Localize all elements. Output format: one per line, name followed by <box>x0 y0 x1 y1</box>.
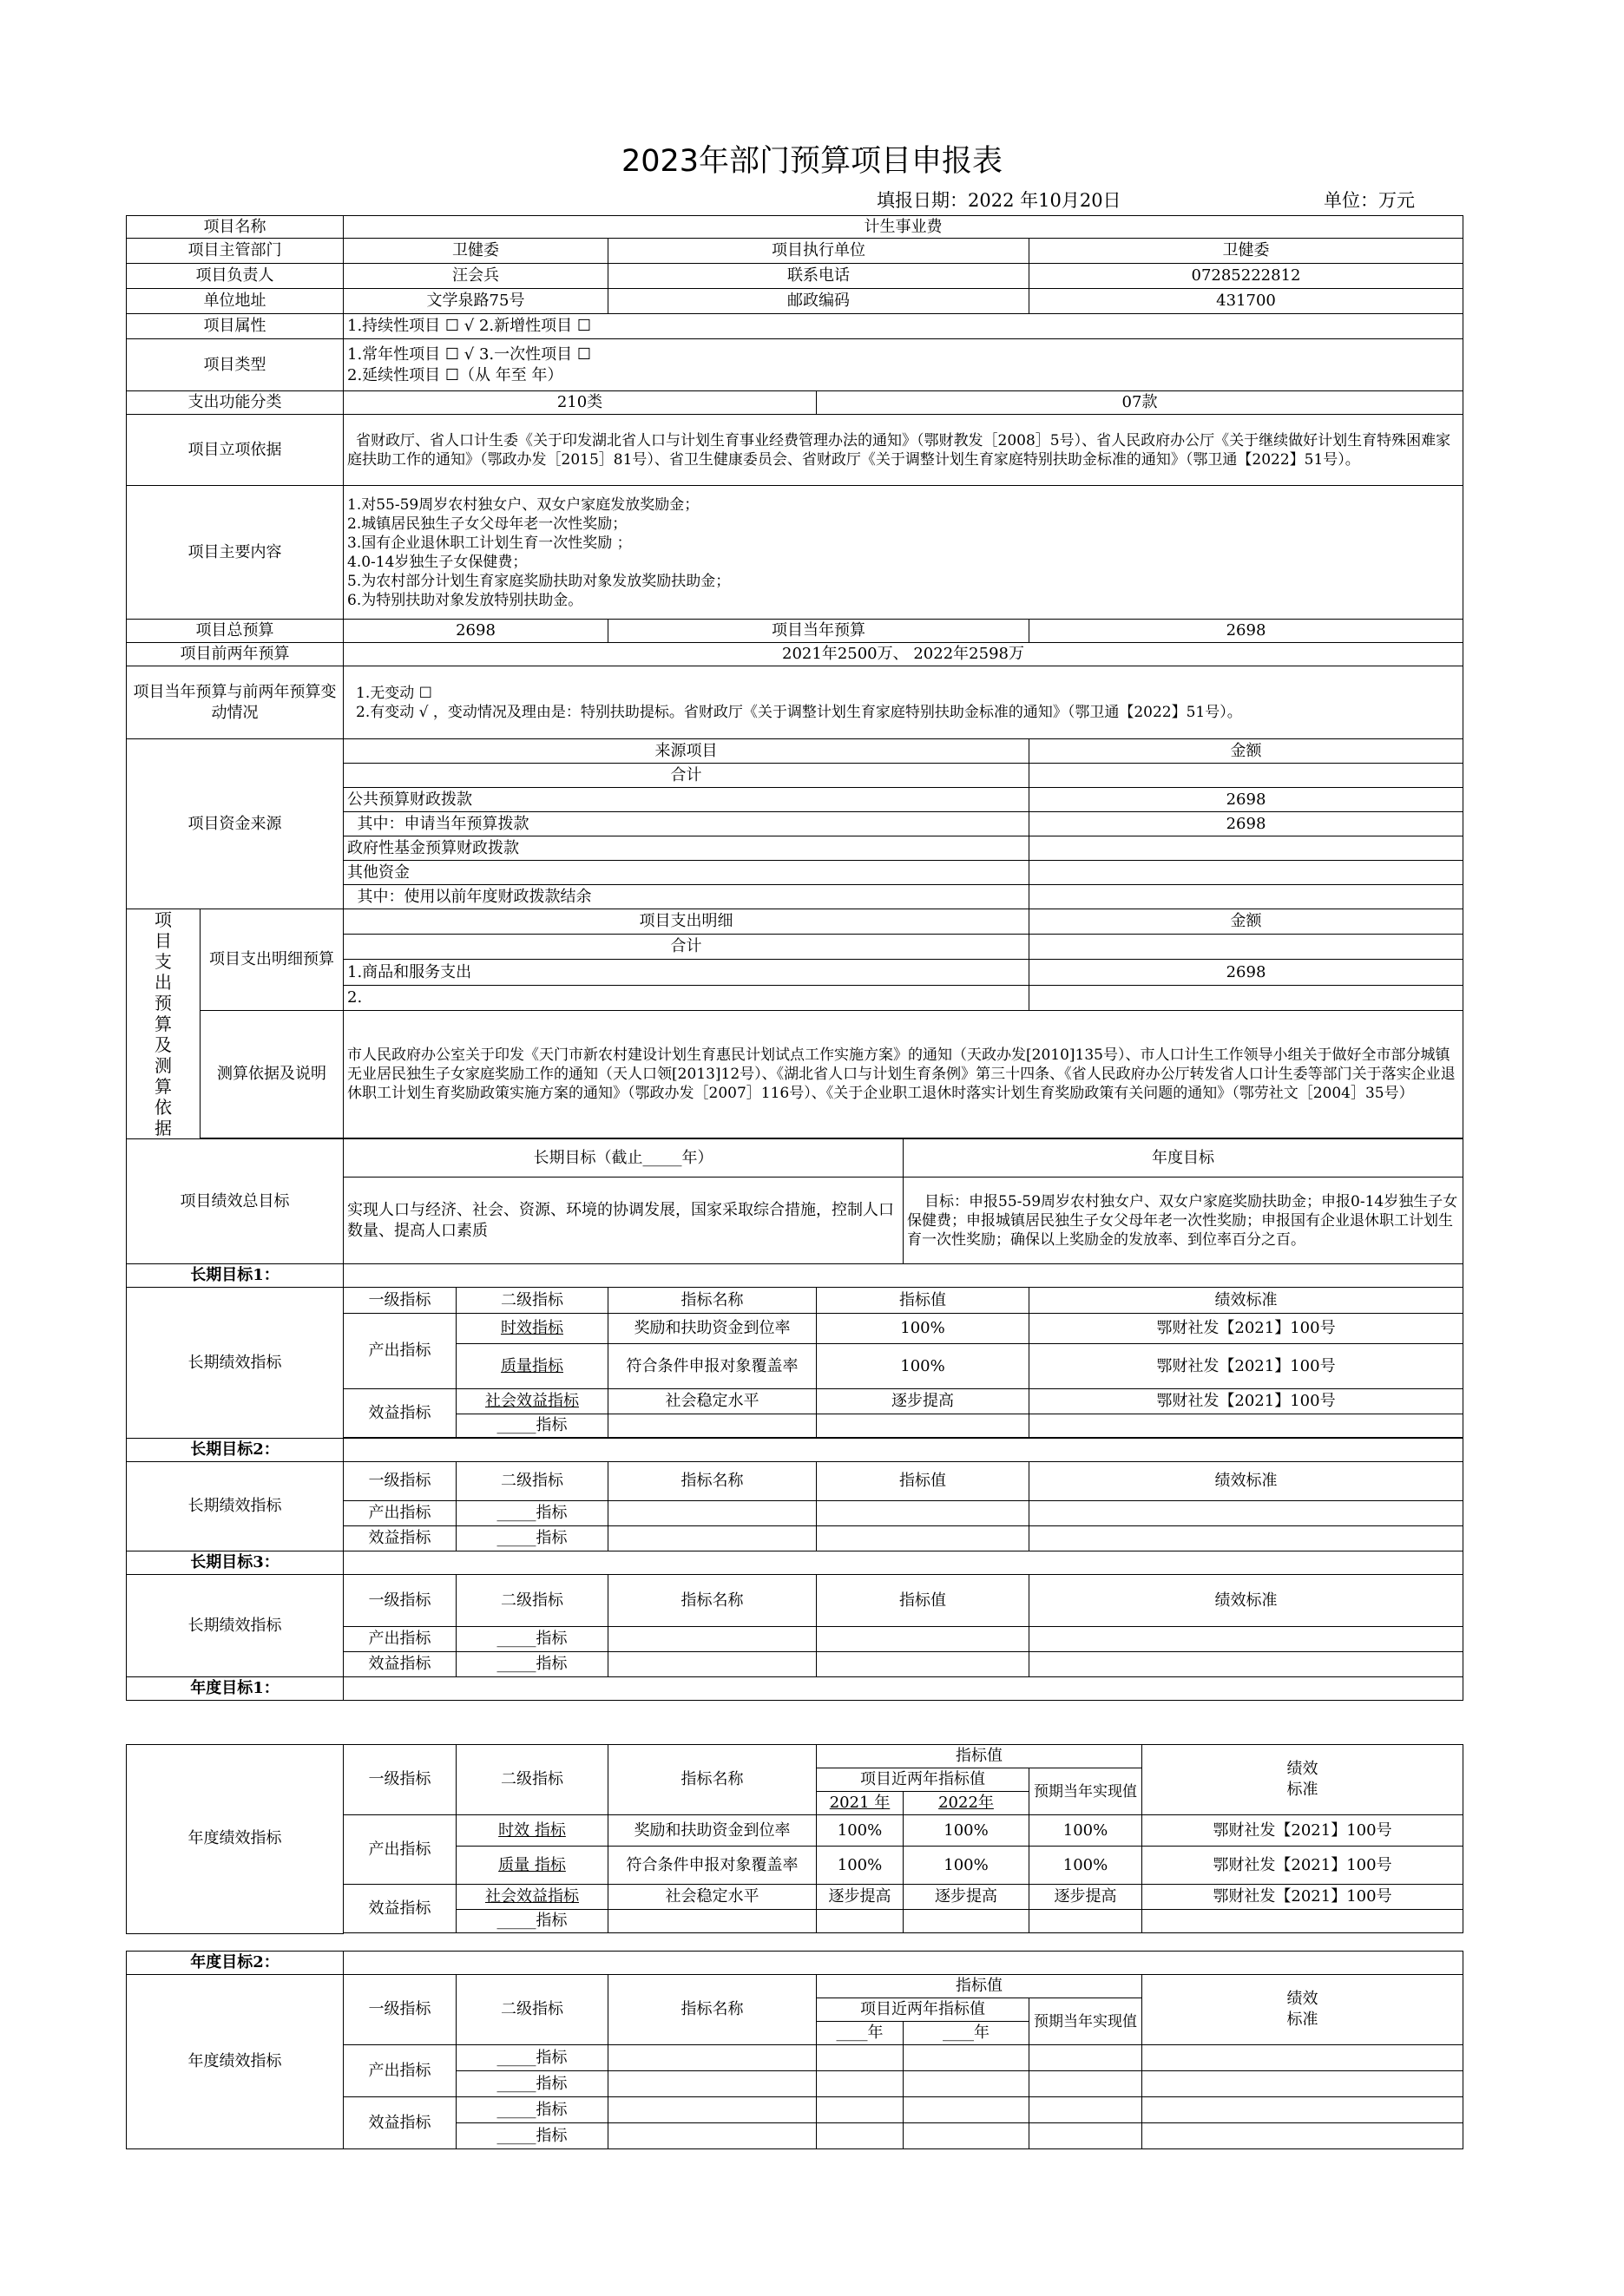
cell-empty <box>904 1910 1029 1933</box>
value-attr: 1.持续性项目 ☐ √ 2.新增性项目 ☐ <box>344 314 1463 339</box>
hdr-ind-name: 指标名称 <box>608 1462 817 1501</box>
label-basis: 项目立项依据 <box>127 415 344 486</box>
cell-empty <box>1029 2123 1142 2149</box>
hdr-year-1: ____年 <box>817 2022 904 2045</box>
cell-output: 产出指标 <box>344 2045 457 2097</box>
cell-empty <box>817 2071 904 2097</box>
hdr-ind-value: 指标值 <box>817 1575 1029 1627</box>
expense-col-amount: 金额 <box>1029 909 1463 935</box>
cell-level2: _____指标 <box>457 1910 608 1933</box>
hdr-level2: 二级指标 <box>457 1975 608 2045</box>
cell-standard: 鄂财社发【2021】100号 <box>1029 1344 1463 1389</box>
cell-level2: 时效指标 <box>457 1314 608 1344</box>
label-long-perf-1: 长期绩效指标 <box>127 1288 344 1439</box>
cell-ind-value: 100% <box>817 1344 1029 1389</box>
cell-benefit: 效益指标 <box>344 1652 457 1677</box>
cell-level2: _____指标 <box>457 2097 608 2123</box>
label-budget-change: 项目当年预算与前两年预算变动情况 <box>127 666 344 739</box>
cell-empty <box>1029 2045 1142 2071</box>
cell-level2: _____指标 <box>457 2123 608 2149</box>
cell-benefit: 效益指标 <box>344 1526 457 1551</box>
hdr-ind-value: 指标值 <box>817 1975 1142 1998</box>
value-dept: 卫健委 <box>344 239 608 264</box>
cell-empty <box>1029 1501 1463 1526</box>
cell-empty <box>608 2097 817 2123</box>
value-current-budget: 2698 <box>1029 620 1463 643</box>
cell-empty <box>817 1414 1029 1438</box>
section-annual-1: 年度目标1： <box>127 1677 344 1701</box>
hdr-ind-value: 指标值 <box>817 1288 1029 1314</box>
label-funding: 项目资金来源 <box>127 739 344 909</box>
cell-ind-name: 奖励和扶助资金到位率 <box>608 1815 817 1847</box>
funding-col-amount: 金额 <box>1029 739 1463 764</box>
cell-ind-name: 社会稳定水平 <box>608 1389 817 1414</box>
hdr-expected: 预期当年实现值 <box>1029 1768 1142 1815</box>
cell-ind-name: 社会稳定水平 <box>608 1885 817 1910</box>
label-exec-unit: 项目执行单位 <box>608 239 1029 264</box>
section-long-2: 长期目标2： <box>127 1439 344 1462</box>
cell-empty <box>817 1526 1029 1551</box>
cell-value-y1: 100% <box>817 1847 904 1885</box>
hdr-level1: 一级指标 <box>344 1975 457 2045</box>
funding-col-source: 来源项目 <box>344 739 1029 764</box>
label-long-perf-2: 长期绩效指标 <box>127 1462 344 1551</box>
cell-empty <box>608 1526 817 1551</box>
label-annual-perf-1: 年度绩效指标 <box>127 1745 344 1934</box>
hdr-level1: 一级指标 <box>344 1462 457 1501</box>
cell-benefit: 效益指标 <box>344 2097 457 2149</box>
cell-empty <box>817 1501 1029 1526</box>
hdr-level2: 二级指标 <box>457 1745 608 1815</box>
label-address: 单位地址 <box>127 289 344 314</box>
label-current-budget: 项目当年预算 <box>608 620 1029 643</box>
cell-ind-value: 100% <box>817 1314 1029 1344</box>
label-total-budget: 项目总预算 <box>127 620 344 643</box>
expense-total-amount <box>1029 935 1463 960</box>
funding-row-name: 其中：使用以前年度财政拨款结余 <box>344 885 1029 909</box>
section-annual-2: 年度目标2： <box>127 1952 344 1975</box>
hdr-standard: 绩效标准 <box>1029 1575 1463 1627</box>
cell-level2: _____指标 <box>457 1526 608 1551</box>
label-attr: 项目属性 <box>127 314 344 339</box>
hdr-level2: 二级指标 <box>457 1575 608 1627</box>
cell-empty <box>608 1652 817 1677</box>
hdr-standard: 绩效标准 <box>1029 1462 1463 1501</box>
hdr-ind-name: 指标名称 <box>608 1975 817 2045</box>
cell-standard: 鄂财社发【2021】100号 <box>1029 1314 1463 1344</box>
cell-level2: 社会效益指标 <box>457 1389 608 1414</box>
hdr-standard: 绩效 标准 <box>1142 1745 1463 1815</box>
label-postcode: 邮政编码 <box>608 289 1029 314</box>
cell-level2: 质量指标 <box>457 1344 608 1389</box>
funding-row-amount <box>1029 861 1463 885</box>
cell-empty <box>1029 1627 1463 1652</box>
cell-level2: 质量 指标 <box>457 1847 608 1885</box>
hdr-ind-value: 指标值 <box>817 1462 1029 1501</box>
value-basis: 省财政厅、省人口计生委《关于印发湖北省人口与计划生育事业经费管理办法的通知》（鄂财教发［2008］5号）、省人民政府办公厅《关于继续做好计划生育特殊困难家庭扶助工作的通知》（鄂政办发［2015］81号）、省卫生健康委员会、省财政厅《关于调整计划生育家庭特别扶助金标准的通知》（鄂卫通【2022】51号）。 <box>344 415 1463 486</box>
funding-row-name: 公共预算财政拨款 <box>344 788 1029 812</box>
perf-long-text: 实现人口与经济、社会、资源、环境的协调发展，国家采取综合措施，控制人口数量、提高人口素质 <box>344 1178 904 1264</box>
content-item: 6.为特别扶助对象发放特别扶助金。 <box>347 591 583 609</box>
funding-row-name: 政府性基金预算财政拨款 <box>344 836 1029 861</box>
section-annual-2-blank <box>344 1952 1463 1975</box>
cell-level2: _____指标 <box>457 1414 608 1438</box>
funding-row-name: 其中：申请当年预算拨款 <box>344 812 1029 836</box>
hdr-ind-name: 指标名称 <box>608 1575 817 1627</box>
cell-value-y2: 逐步提高 <box>904 1885 1029 1910</box>
content-item: 5.为农村部分计划生育家庭奖励扶助对象发放奖励扶助金； <box>347 572 731 590</box>
cell-empty <box>817 2097 904 2123</box>
hdr-standard: 绩效 标准 <box>1142 1975 1463 2045</box>
cell-level2: _____指标 <box>457 2071 608 2097</box>
cell-expected: 100% <box>1029 1815 1142 1847</box>
section-long-3-blank <box>344 1551 1463 1575</box>
hdr-level2: 二级指标 <box>457 1288 608 1314</box>
cell-expected: 逐步提高 <box>1029 1885 1142 1910</box>
perf-annual-label: 年度目标 <box>904 1139 1463 1178</box>
content-item: 3.国有企业退休职工计划生育一次性奖励 ； <box>347 534 632 552</box>
cell-output: 产出指标 <box>344 1501 457 1526</box>
content-item: 4.0-14岁独生子女保健费； <box>347 553 528 571</box>
cell-empty <box>904 2123 1029 2149</box>
cell-standard: 鄂财社发【2021】100号 <box>1142 1847 1463 1885</box>
expense-row-amount: 2698 <box>1029 960 1463 985</box>
section-long-1-blank <box>344 1264 1463 1288</box>
value-func-item: 07款 <box>817 391 1463 415</box>
cell-output: 产出指标 <box>344 1627 457 1652</box>
perf-long-label: 长期目标（截止_____年） <box>344 1139 904 1178</box>
value-exec-unit: 卫健委 <box>1029 239 1463 264</box>
label-content: 项目主要内容 <box>127 486 344 620</box>
change-line-1: 1.无变动 ☐ <box>356 684 432 702</box>
label-prev-budget: 项目前两年预算 <box>127 643 344 666</box>
section-annual-1-blank <box>344 1677 1463 1701</box>
hdr-year-2: ____年 <box>904 2022 1029 2045</box>
hdr-recent: 项目近两年指标值 <box>817 1998 1029 2022</box>
funding-row-amount: 2698 <box>1029 812 1463 836</box>
cell-value-y1: 逐步提高 <box>817 1885 904 1910</box>
hdr-year-2: 2022年 <box>904 1792 1029 1815</box>
cell-expected: 100% <box>1029 1847 1142 1885</box>
value-func-class: 210类 <box>344 391 817 415</box>
funding-row-amount <box>1029 836 1463 861</box>
hdr-year-1: 2021 年 <box>817 1792 904 1815</box>
expense-row-name: 2. <box>344 985 1029 1010</box>
hdr-level2: 二级指标 <box>457 1462 608 1501</box>
expense-total-label: 合计 <box>344 935 1029 960</box>
value-project-name: 计生事业费 <box>344 216 1463 239</box>
value-phone: 07285222812 <box>1029 264 1463 289</box>
change-line-2: 2.有变动 √ ，变动情况及理由是：特别扶助提标。省财政厅《关于调整计划生育家庭特别扶助金标准的通知》（鄂卫通【2022】51号）。 <box>356 703 1242 721</box>
content-item: 1.对55-59周岁农村独女户、双女户家庭发放奖励金； <box>347 495 700 514</box>
hdr-ind-name: 指标名称 <box>608 1745 817 1815</box>
label-func: 支出功能分类 <box>127 391 344 415</box>
cell-standard: 鄂财社发【2021】100号 <box>1142 1885 1463 1910</box>
value-calc-basis: 市人民政府办公室关于印发《天门市新农村建设计划生育惠民计划试点工作实施方案》的通知（天政办发[2010]135号）、市人口计生工作领导小组关于做好全市部分城镇无业居民独生子女家庭奖励工作的通知（天人口领[2013]12号）、《湖北省人口与计划生育条例》第三十四条、《省人民政府办公厅转发省人口计生委等部门关于落实企业退休职工计划生育奖励政策实施方案的通知》（鄂政办发［2007］116号）、《关于企业职工退休时落实计划生育奖励政策有关问题的通知》（鄂劳社文［2004］35号） <box>344 1010 1463 1138</box>
cell-empty <box>904 2045 1029 2071</box>
label-phone: 联系电话 <box>608 264 1029 289</box>
value-type <box>344 339 1463 391</box>
expense-row-amount <box>1029 985 1463 1010</box>
label-expense-detail: 项目支出明细预算 <box>201 909 344 1011</box>
hdr-ind-name: 指标名称 <box>608 1288 817 1314</box>
label-project-name: 项目名称 <box>127 216 344 239</box>
hdr-level1: 一级指标 <box>344 1575 457 1627</box>
cell-ind-name: 奖励和扶助资金到位率 <box>608 1314 817 1344</box>
page-title: 2023年部门预算项目申报表 <box>621 144 1003 179</box>
perf-annual-text: 目标：申报55-59周岁农村独女户、双女户家庭奖励扶助金；申报0-14岁独生子女保健费；申报城镇居民独生子女父母年老一次性奖励；申报国有企业退休职工计划生育一次性奖励；确保以上奖励金的发放率、到位率百分之百。 <box>904 1178 1463 1264</box>
cell-ind-name: 符合条件申报对象覆盖率 <box>608 1344 817 1389</box>
cell-empty <box>608 1501 817 1526</box>
cell-empty <box>817 1652 1029 1677</box>
cell-empty <box>1142 2045 1463 2071</box>
cell-output: 产出指标 <box>344 1815 457 1885</box>
funding-row-amount <box>1029 885 1463 909</box>
type-line-2: 2.延续性项目 ☐（从 年至 年） <box>347 365 563 384</box>
cell-benefit: 效益指标 <box>344 1389 457 1438</box>
label-expense-outer: 项目支出预算及测算依据 <box>127 909 201 1139</box>
cell-empty <box>1029 1526 1463 1551</box>
cell-empty <box>608 1910 817 1933</box>
cell-empty <box>608 2045 817 2071</box>
cell-ind-name: 符合条件申报对象覆盖率 <box>608 1847 817 1885</box>
label-long-perf-3: 长期绩效指标 <box>127 1575 344 1677</box>
section-long-3: 长期目标3： <box>127 1551 344 1575</box>
cell-empty <box>1142 2071 1463 2097</box>
cell-ind-value: 逐步提高 <box>817 1389 1029 1414</box>
cell-empty <box>608 2123 817 2149</box>
cell-empty <box>904 2071 1029 2097</box>
annual-goal-2-table <box>126 1951 1463 2149</box>
funding-total-amount <box>1029 764 1463 788</box>
cell-empty <box>817 2123 904 2149</box>
cell-empty <box>608 1414 817 1438</box>
label-annual-perf-2: 年度绩效指标 <box>127 1975 344 2149</box>
cell-value-y2: 100% <box>904 1815 1029 1847</box>
section-long-2-blank <box>344 1439 1463 1462</box>
cell-empty <box>1142 2097 1463 2123</box>
value-postcode: 431700 <box>1029 289 1463 314</box>
funding-row-name: 其他资金 <box>344 861 1029 885</box>
funding-row-amount: 2698 <box>1029 788 1463 812</box>
cell-empty <box>1029 2097 1142 2123</box>
cell-value-y1: 100% <box>817 1815 904 1847</box>
section-long-1: 长期目标1： <box>127 1264 344 1288</box>
hdr-level1: 一级指标 <box>344 1288 457 1314</box>
funding-total-label: 合计 <box>344 764 1029 788</box>
label-calc-basis: 测算依据及说明 <box>201 1010 344 1138</box>
cell-standard: 鄂财社发【2021】100号 <box>1029 1389 1463 1414</box>
hdr-level1: 一级指标 <box>344 1745 457 1815</box>
label-owner: 项目负责人 <box>127 264 344 289</box>
cell-empty <box>1142 1910 1463 1933</box>
value-budget-change <box>344 666 1463 739</box>
hdr-expected: 预期当年实现值 <box>1029 1998 1142 2045</box>
value-owner: 汪会兵 <box>344 264 608 289</box>
label-dept: 项目主管部门 <box>127 239 344 264</box>
cell-level2: 社会效益指标 <box>457 1885 608 1910</box>
type-line-1: 1.常年性项目 ☐ √ 3.一次性项目 ☐ <box>347 344 591 364</box>
content-item: 2.城镇居民独生子女父母年老一次性奖励； <box>347 515 628 533</box>
cell-level2: _____指标 <box>457 1627 608 1652</box>
hdr-standard: 绩效标准 <box>1029 1288 1463 1314</box>
annual-goal-1-table <box>126 1744 1463 1934</box>
cell-empty <box>817 1910 904 1933</box>
cell-empty <box>817 2045 904 2071</box>
cell-empty <box>1142 2123 1463 2149</box>
label-perf-goal: 项目绩效总目标 <box>127 1139 344 1264</box>
label-type: 项目类型 <box>127 339 344 391</box>
cell-output: 产出指标 <box>344 1314 457 1389</box>
cell-empty <box>1029 1652 1463 1677</box>
value-total-budget: 2698 <box>344 620 608 643</box>
hdr-recent: 项目近两年指标值 <box>817 1768 1029 1792</box>
cell-empty <box>1029 1414 1463 1438</box>
cell-empty <box>608 1627 817 1652</box>
cell-level2: _____指标 <box>457 1652 608 1677</box>
unit-label: 单位：万元 <box>1324 190 1415 211</box>
value-content <box>344 486 1463 620</box>
fill-date: 填报日期：2022 年10月20日 <box>877 190 1121 211</box>
expense-row-name: 1.商品和服务支出 <box>344 960 1029 985</box>
cell-empty <box>817 1627 1029 1652</box>
cell-standard: 鄂财社发【2021】100号 <box>1142 1815 1463 1847</box>
cell-empty <box>904 2097 1029 2123</box>
cell-level2: _____指标 <box>457 1501 608 1526</box>
cell-empty <box>1029 1910 1142 1933</box>
cell-empty <box>608 2071 817 2097</box>
value-address: 文学泉路75号 <box>344 289 608 314</box>
cell-value-y2: 100% <box>904 1847 1029 1885</box>
cell-level2: _____指标 <box>457 2045 608 2071</box>
value-prev-budget: 2021年2500万、 2022年2598万 <box>344 643 1463 666</box>
expense-col-detail: 项目支出明细 <box>344 909 1029 935</box>
hdr-ind-value: 指标值 <box>817 1745 1142 1768</box>
budget-form <box>126 215 1463 1701</box>
cell-benefit: 效益指标 <box>344 1885 457 1933</box>
cell-empty <box>1029 2071 1142 2097</box>
cell-level2: 时效 指标 <box>457 1815 608 1847</box>
